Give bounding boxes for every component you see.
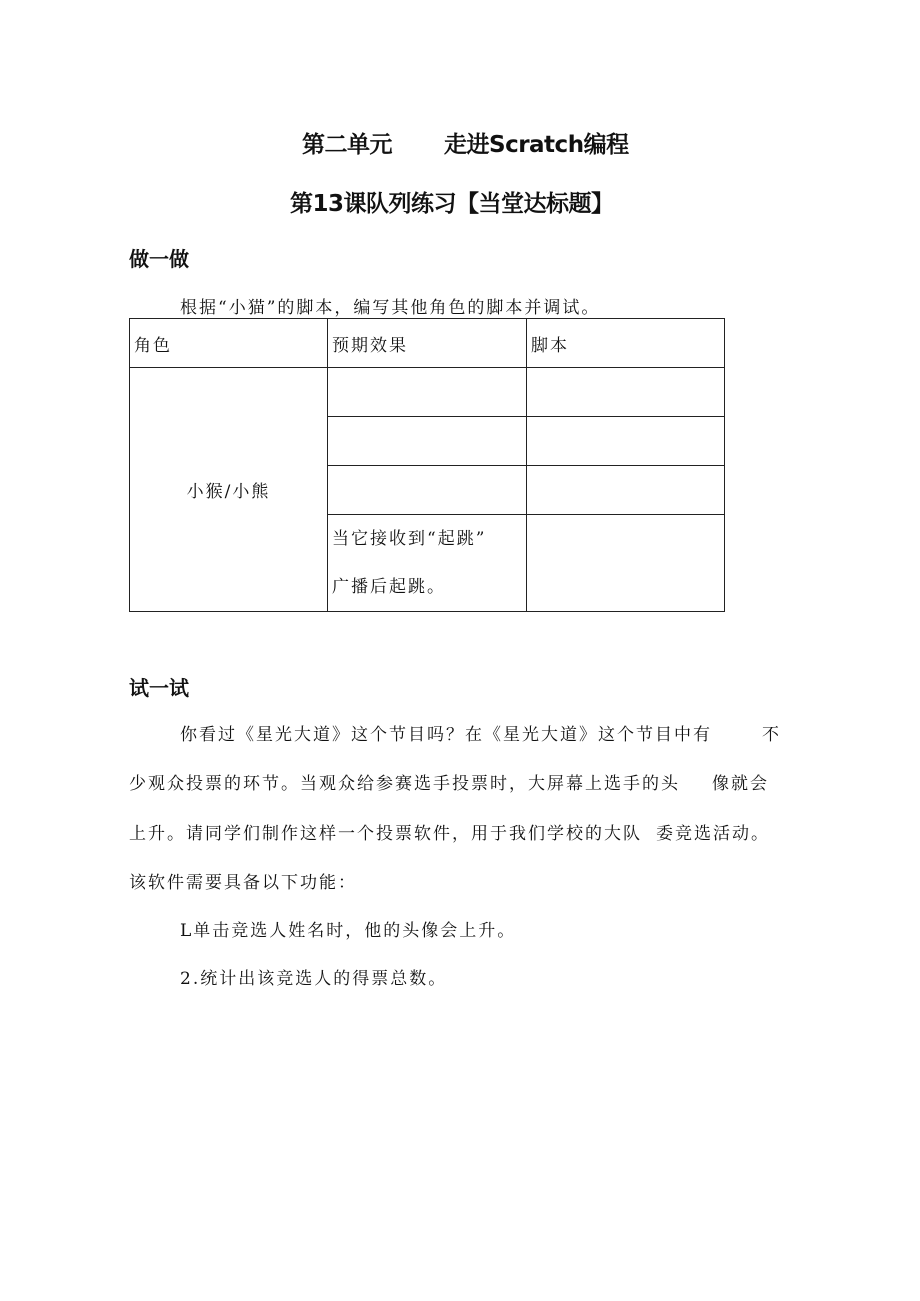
section-heading-try: 试一试 [129, 676, 189, 700]
section-heading-do: 做一做 [129, 247, 189, 271]
instruction-text: 根据“小猫”的脚本，编写其他角色的脚本并调试。 [180, 298, 601, 318]
script-cell [527, 515, 725, 612]
script-table [129, 318, 725, 612]
header-role: 角色 [130, 319, 328, 368]
script-cell [527, 368, 725, 417]
paragraph-line: 上升。请同学们制作这样一个投票软件，用于我们学校的大队 [129, 824, 642, 844]
effect-cell [328, 466, 527, 515]
script-cell [527, 417, 725, 466]
header-effect: 预期效果 [328, 319, 527, 368]
effect-cell [328, 417, 527, 466]
feature-item-1: L单击竞选人姓名时，他的头像会上升。 [180, 921, 517, 941]
unit-title: 第二单元 [302, 132, 392, 158]
header-script: 脚本 [527, 319, 725, 368]
table-header-row [130, 319, 725, 368]
effect-cell-jump [328, 515, 527, 612]
script-cell [527, 466, 725, 515]
paragraph-line: 少观众投票的环节。当观众给参赛选手投票时，大屏幕上选手的头 [129, 774, 680, 794]
effect-line: 当它接收到“起跳” [332, 529, 487, 549]
feature-item-2: 2.统计出该竞选人的得票总数。 [180, 969, 448, 989]
table-row [130, 368, 725, 417]
effect-cell [328, 368, 527, 417]
lesson-title: 第13课队列练习【当堂达标题】 [290, 191, 614, 217]
role-cell: 小猴/小熊 [130, 368, 328, 612]
paragraph-line: 你看过《星光大道》这个节目吗？在《星光大道》这个节目中有 [180, 725, 712, 745]
effect-line: 广播后起跳。 [332, 577, 446, 597]
paragraph-line: 委竞选活动。 [656, 824, 770, 844]
paragraph-line: 该软件需要具备以下功能： [129, 873, 357, 893]
paragraph-line: 不 [762, 725, 781, 745]
unit-subtitle: 走进Scratch编程 [444, 132, 629, 158]
paragraph-line: 像就会 [712, 774, 769, 794]
